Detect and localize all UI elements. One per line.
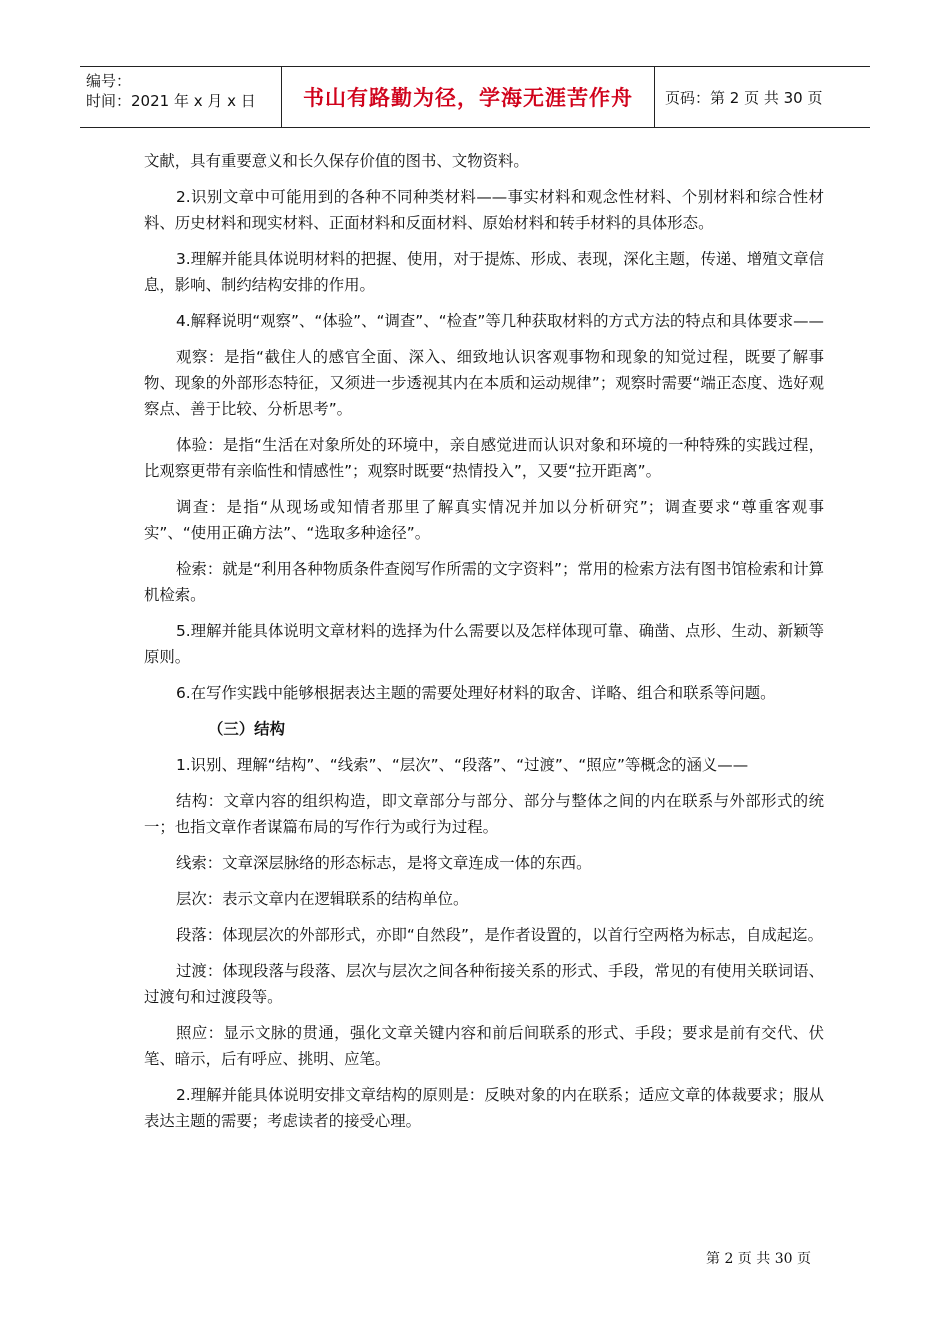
- paragraph: 文献，具有重要意义和长久保存价值的图书、文物资料。: [144, 152, 529, 170]
- paragraph: 5.理解并能具体说明文章材料的选择为什么需要以及怎样体现可靠、确凿、点形、生动、新颖等原则。: [144, 622, 824, 666]
- paragraph: 检索：就是“利用各种物质条件查阅写作所需的文字资料”；常用的检索方法有图书馆检索和计算机检索。: [144, 560, 824, 604]
- serial-label: 编号：: [86, 72, 132, 90]
- page-header: [80, 66, 870, 128]
- paragraph: 观察：是指“截住人的感官全面、深入、细致地认识客观事物和现象的知觉过程，既要了解事物、现象的外部形态特征，又须进一步透视其内在本质和运动规律”；观察时需要“端正态度、选好观察点、善于比较、分析思考”。: [144, 348, 824, 418]
- paragraph: 体验：是指“生活在对象所处的环境中，亲自感觉进而认识对象和环境的一种特殊的实践过程，比观察更带有亲临性和情感性”；观察时既要“热情投入”，又要“拉开距离”。: [144, 436, 824, 480]
- paragraph: 层次：表示文章内在逻辑联系的结构单位。: [176, 890, 469, 908]
- paragraph: 6.在写作实践中能够根据表达主题的需要处理好材料的取舍、详略、组合和联系等问题。: [176, 684, 776, 702]
- paragraph: 照应：显示文脉的贯通，强化文章关键内容和前后间联系的形式、手段；要求是前有交代、伏笔、暗示，后有呼应、挑明、应笔。: [144, 1024, 824, 1068]
- paragraph: 2.理解并能具体说明安排文章结构的原则是：反映对象的内在联系；适应文章的体裁要求；服从表达主题的需要；考虑读者的接受心理。: [144, 1086, 824, 1130]
- paragraph: 调查：是指“从现场或知情者那里了解真实情况并加以分析研究”；调查要求“尊重客观事实”、“使用正确方法”、“选取多种途径”。: [144, 498, 824, 542]
- paragraph: 1.识别、理解“结构”、“线索”、“层次”、“段落”、“过渡”、“照应”等概念的涵义——: [176, 756, 749, 774]
- paragraph: 4.解释说明“观察”、“体验”、“调查”、“检查”等几种获取材料的方式方法的特点和具体要求——: [176, 312, 824, 330]
- header-motto: 书山有路勤为径，学海无涯苦作舟: [282, 67, 655, 127]
- header-meta: [80, 67, 282, 127]
- paragraph: 3.理解并能具体说明材料的把握、使用，对于提炼、形成、表现，深化主题，传递、增殖文章信息，影响、制约结构安排的作用。: [144, 250, 824, 294]
- document-body: [144, 148, 824, 1144]
- time-label: 时间：2021 年 x 月 x 日: [86, 92, 256, 110]
- header-page-info: 页码：第 2 页 共 30 页: [665, 88, 823, 107]
- page-footer: 第 2 页 共 30 页: [706, 1251, 811, 1267]
- paragraph: 段落：体现层次的外部形式，亦即“自然段”，是作者设置的，以首行空两格为标志，自成起迄。: [176, 926, 823, 944]
- section-heading: （三）结构: [208, 720, 285, 738]
- paragraph: 结构：文章内容的组织构造，即文章部分与部分、部分与整体之间的内在联系与外部形式的统一；也指文章作者谋篇布局的写作行为或行为过程。: [144, 792, 824, 836]
- paragraph: 线索：文章深层脉络的形态标志，是将文章连成一体的东西。: [176, 854, 592, 872]
- paragraph: 2.识别文章中可能用到的各种不同种类材料——事实材料和观念性材料、个别材料和综合性材料、历史材料和现实材料、正面材料和反面材料、原始材料和转手材料的具体形态。: [144, 188, 824, 232]
- paragraph: 过渡：体现段落与段落、层次与层次之间各种衔接关系的形式、手段，常见的有使用关联词语、过渡句和过渡段等。: [144, 962, 824, 1006]
